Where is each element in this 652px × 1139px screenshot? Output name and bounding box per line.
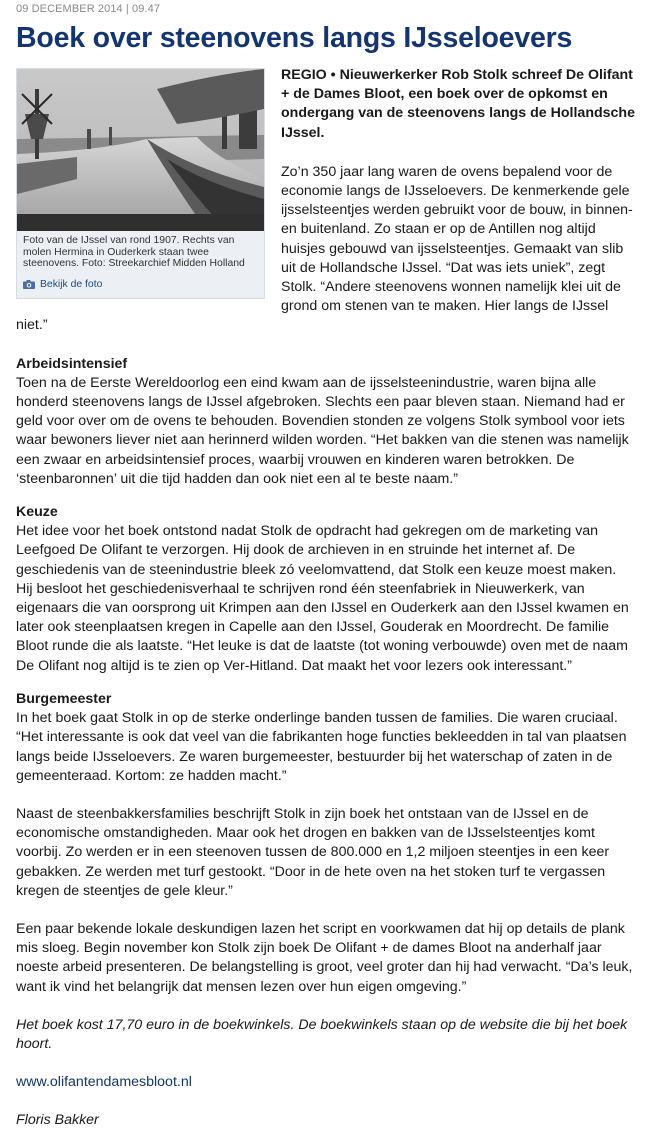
- photo-figure: [16, 68, 265, 299]
- experts-paragraph: Een paar bekende lokale deskundigen lazen het script en voorkwamen dat hij op details de plank mis sloeg. Begin november kon Stolk zijn boek De Olifant + de dames Bloot na anderhalf jaar noeste arbeid presenteren. De belangstelling is groot, veel groter dan hij had verwacht. “Da’s leuk, want ik vind het belangrijk dat mensen lezen over hun eigen omgeving.”: [16, 920, 633, 995]
- section-heading: Arbeidsintensief: [16, 355, 128, 372]
- section-keuze: [16, 503, 636, 676]
- families-paragraph: Naast de steenbakkersfamilies beschrijft Stolk in zijn boek het ontstaan van de IJssel en de economische omstandigheden. Maar ook het drogen en bakken van de IJsselsteentjes komt voorbij. Zo werden er in een steenoven tussen de 800.000 en 1,2 miljoen steentjes in een keer gebakken. Ze werden met turf gestookt. “Door in de hete oven na het stoken turf te vergassen kregen de steentjes de gele kleur.”: [16, 805, 610, 899]
- website-link[interactable]: www.olifantendamesbloot.nl: [16, 1074, 192, 1091]
- section-heading: Keuze: [16, 504, 58, 521]
- intro-paragraph: Zo’n 350 jaar lang waren de ovens bepalend voor de economie langs de IJsseloevers. De kenmerkende gele ijsselsteentjes werden gebruikt voor de bouw, in binnen- en buitenland. Zo staan er op de Antillen nog altijd huisjes gebouwd van ijsselsteentjes. Gemaakt van slib uit de Hollandsche IJssel. “Dat was iets uniek”, zegt Stolk. “Andere steenovens wonnen namelijk klei uit de grond om stenen van te maken. Hier langs de IJssel niet.”: [16, 163, 633, 334]
- view-photo-link[interactable]: [17, 272, 264, 298]
- price-note: Het boek kost 17,70 euro in de boekwinkels. De boekwinkels staan op de website die bij het boek hoort.: [16, 1016, 628, 1052]
- river-photo[interactable]: [17, 69, 264, 231]
- view-photo-label: Bekijk de foto: [40, 278, 103, 290]
- section-text: Toen na de Eerste Wereldoorlog een eind kwam aan de ijsselsteenindustrie, waren bijna alle honderd steenovens langs de IJssel afgebroken. Slechts een paar bleven staan. Niemand had er geld voor over om de ovens te behouden. Bovendien stonden ze volgens Stolk symbool voor iets waar bewoners liever niet aan herinnerd wilden worden. “Het bakken van die stenen was namelijk een zwaar en arbeidsintensief proces, waarbij vrouwen en kinderen waren betrokken. De ‘steenbaronnen’ uit die tijd hadden dan ook niet een al te beste naam.”: [16, 374, 629, 487]
- section-text: In het boek gaat Stolk in op de sterke onderlinge banden tussen de families. Die waren cruciaal. “Het interessante is ook dat veel van die fabrikanten hoge functies bekleedden in tal van plaatsen langs beide IJsseloevers. Ze waren burgemeester, bestuurder bij het waterschap of zaten in de gemeenteraad. Kortom: ze hadden macht.”: [16, 710, 627, 784]
- lead-paragraph: REGIO • Nieuwerkerker Rob Stolk schreef De Olifant + de Dames Bloot, een boek over de opkomst en ondergang van de steenovens langs de Hollandsche IJssel.: [281, 67, 635, 141]
- headline: Boek over steenovens langs IJsseloevers: [16, 22, 573, 54]
- dateline: 09 DECEMBER 2014 | 09.47: [16, 3, 161, 15]
- article-body: [16, 66, 636, 1131]
- camera-icon: [23, 280, 35, 289]
- section-burgemeester: [16, 690, 636, 786]
- section-arbeidsintensief: [16, 355, 636, 489]
- section-text: Het idee voor het boek ontstond nadat Stolk de opdracht had gekregen om de marketing van Leefgoed De Olifant te verzorgen. Hij dook de archieven in en struinde het internet af. De geschiedenis van de steenindustrie bleek zó veelomvattend, dat Stolk een keuze moest maken. Hij besloot het geschiedenisverhaal te schrijven rond één steenfabriek in Nieuwerkerk, van eigenaars die van oorsprong uit Krimpen aan den IJssel en Ouderkerk aan den IJssel kwamen en later ook steenplaatsen kregen in Capelle aan den IJssel, Gouderak en Moordrecht. De familie Bloot runde die als laatste. “Het leuke is dat de laatste (tot woning verbouwde) oven met de naam De Olifant nog altijd is te zien op Ver-Hitland. Dat maakt het voor lezers ook interessant.”: [16, 523, 629, 674]
- section-heading: Burgemeester: [16, 690, 112, 707]
- author-byline: Floris Bakker: [16, 1112, 99, 1129]
- photo-caption: Foto van de IJssel van rond 1907. Rechts van molen Hermina in Ouderkerk staan twee steenovens. Foto: Streekarchief Midden Holland: [23, 235, 245, 270]
